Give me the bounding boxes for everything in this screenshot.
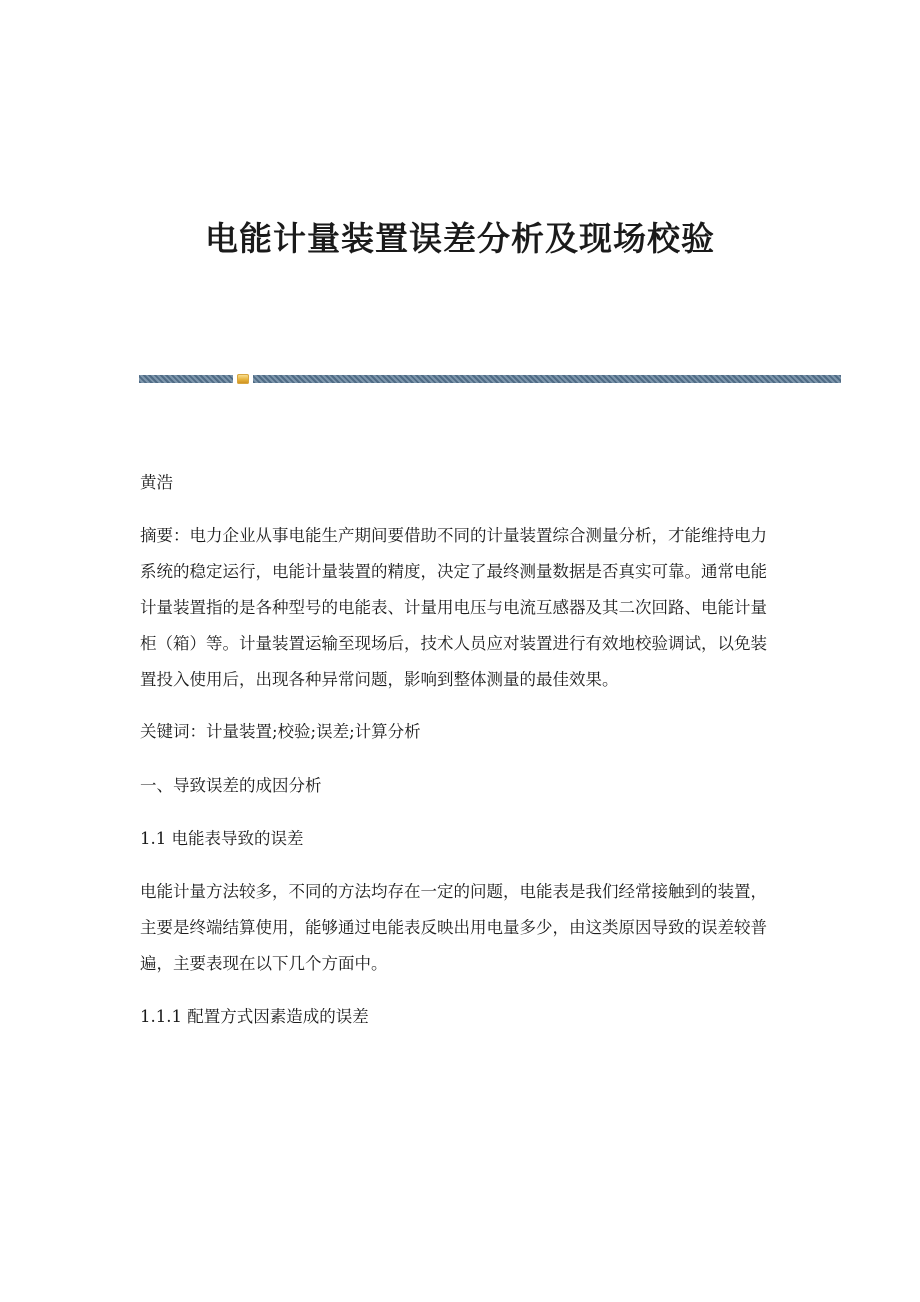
keywords-line: 关键词：计量装置;校验;误差;计算分析 (140, 722, 421, 741)
abstract-paragraph: 摘要：电力企业从事电能生产期间要借助不同的计量装置综合测量分析，才能维持电力系统的稳定运行，电能计量装置的精度，决定了最终测量数据是否真实可靠。通常电能计量装置指的是各种型号的电能表、计量用电压与电流互感器及其二次回路、电能计量柜（箱）等。计量装置运输至现场后，技术人员应对装置进行有效地校验调试，以免装置投入使用后，出现各种异常问题，影响到整体测量的最佳效果。 (140, 526, 767, 689)
section-heading-1-1-1: 1.1.1 配置方式因素造成的误差 (140, 1007, 369, 1026)
author-name: 黄浩 (140, 473, 173, 492)
document-body (140, 465, 780, 1035)
divider-ornament-icon (237, 374, 249, 384)
divider-bar-left (139, 375, 233, 383)
section-1-1-paragraph: 电能计量方法较多，不同的方法均存在一定的问题，电能表是我们经常接触到的装置，主要是终端结算使用，能够通过电能表反映出用电量多少，由这类原因导致的误差较普遍，主要表现在以下几个方面中。 (140, 882, 767, 973)
document-title: 电能计量装置误差分析及现场校验 (205, 219, 715, 258)
section-heading-1: 一、导致误差的成因分析 (140, 776, 322, 795)
section-heading-1-1: 1.1 电能表导致的误差 (140, 829, 304, 848)
title-divider (139, 374, 841, 384)
divider-bar-right (253, 375, 841, 383)
